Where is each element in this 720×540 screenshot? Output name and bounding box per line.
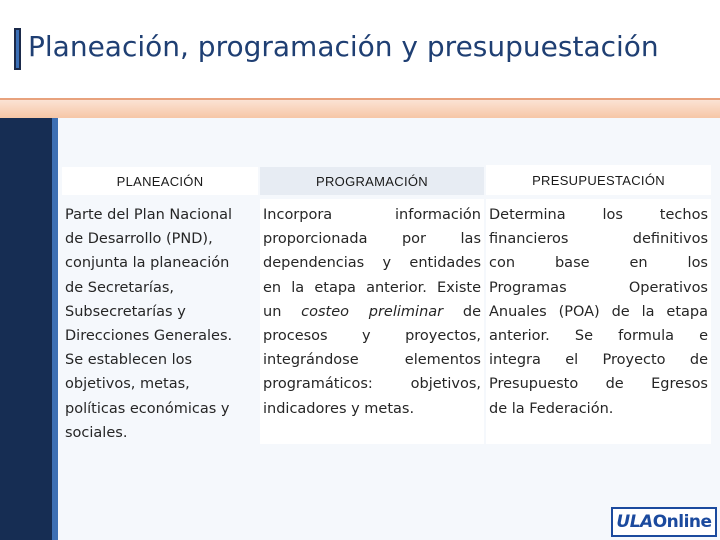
- text-line: de la Federación.: [489, 400, 614, 417]
- text-line: de Secretarías,: [65, 279, 175, 296]
- text-line: con base en los: [489, 255, 708, 272]
- header-presupuestacion: PRESUPUESTACIÓN: [486, 165, 711, 195]
- header-programacion: PROGRAMACIÓN: [260, 167, 484, 195]
- text-line: Subsecretarías y: [65, 303, 186, 320]
- text-line: dependencias y entidades: [263, 255, 481, 272]
- text-line: Incorpora información: [263, 207, 481, 223]
- decorative-band: [0, 98, 720, 118]
- header-planeacion: PLANEACIÓN: [62, 167, 258, 195]
- text-line: objetivos, metas,: [65, 376, 190, 393]
- text-line: políticas económicas y: [65, 400, 230, 417]
- emphasis-text: costeo preliminar: [301, 303, 444, 320]
- text-line: en la etapa anterior. Existe: [263, 279, 481, 296]
- text-line: conjunta la planeación: [65, 255, 230, 272]
- text-line: procesos y proyectos,: [263, 328, 481, 345]
- left-strip-edge: [52, 118, 58, 540]
- text-line: Parte del Plan Nacional: [65, 207, 233, 223]
- text-line: Programas Operativos: [489, 279, 708, 296]
- programacion-text: [260, 199, 484, 444]
- text-line: Determina los techos: [489, 207, 708, 223]
- logo-brand: ULA: [616, 512, 653, 532]
- text-line: proporcionada por las: [263, 231, 481, 248]
- title-area: [0, 0, 720, 96]
- text-line: programáticos: objetivos,: [263, 376, 481, 393]
- text-line: un costeo preliminar de: [263, 303, 481, 320]
- title-marker: [14, 28, 21, 70]
- text-line: Anuales (POA) de la etapa: [489, 303, 708, 320]
- text-line: sociales.: [65, 424, 128, 441]
- text-line: Se establecen los: [65, 352, 193, 369]
- left-strip: [0, 118, 52, 540]
- text-line: anterior. Se formula e: [489, 328, 708, 345]
- text-line: Direcciones Generales.: [65, 328, 233, 345]
- text-line: indicadores y metas.: [263, 400, 415, 417]
- text-line: Presupuesto de Egresos: [489, 376, 708, 393]
- text-line: integra el Proyecto de: [489, 352, 708, 369]
- ula-online-logo: [611, 507, 717, 537]
- slide-title: Planeación, programación y presupuestación: [28, 30, 659, 63]
- text-line: de Desarrollo (PND),: [65, 231, 213, 248]
- presupuestacion-text: [486, 199, 711, 444]
- logo-suffix: Online: [652, 512, 712, 532]
- planeacion-text: [62, 199, 258, 449]
- text-line: integrándose elementos: [263, 352, 481, 369]
- text-line: financieros definitivos: [489, 231, 708, 248]
